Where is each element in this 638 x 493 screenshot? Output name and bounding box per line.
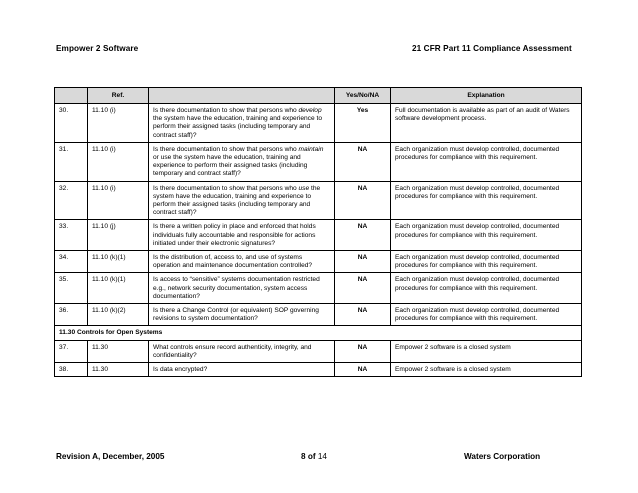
- section-heading: 11.30 Controls for Open Systems: [55, 326, 582, 340]
- row-question: Is there documentation to show that persons who use the system have the education, training and experience to perform their assigned tasks (including temporary and contract staff)?: [149, 181, 335, 220]
- row-number: 37.: [55, 340, 88, 362]
- footer-page-of: of: [307, 452, 316, 461]
- col-header-ref: Ref.: [88, 88, 149, 104]
- row-explanation: Each organization must develop controlled, documented procedures for compliance with this requirement.: [391, 181, 582, 220]
- row-ref: 11.10 (j): [88, 220, 149, 251]
- row-question: Is there a written policy in place and enforced that holds individuals fully accountable and responsible for actions initiated under their electronic signatures?: [149, 220, 335, 251]
- row-number: 32.: [55, 181, 88, 220]
- document-header-title: Empower 2 Software: [56, 44, 139, 53]
- row-number: 34.: [55, 251, 88, 273]
- row-answer: NA: [335, 363, 391, 377]
- document-header-subtitle: 21 CFR Part 11 Compliance Assessment: [412, 44, 572, 53]
- row-answer: Yes: [335, 104, 391, 143]
- row-answer: NA: [335, 273, 391, 304]
- table-row: [55, 220, 582, 251]
- row-question: Is there documentation to show that persons who maintain or use the system have the education, training and experience to perform their assigned tasks (including temporary and contract staff)?: [149, 142, 335, 181]
- row-question: What controls ensure record authenticity, integrity, and confidentiality?: [149, 340, 335, 362]
- table-row: [55, 181, 582, 220]
- row-explanation: Each organization must develop controlled, documented procedures for compliance with this requirement.: [391, 273, 582, 304]
- row-question: Is the distribution of, access to, and use of systems operation and maintenance documentation controlled?: [149, 251, 335, 273]
- row-ref: 11.10 (k)(2): [88, 304, 149, 326]
- row-number: 38.: [55, 363, 88, 377]
- row-answer: NA: [335, 181, 391, 220]
- row-explanation: Full documentation is available as part of an audit of Waters software development process.: [391, 104, 582, 143]
- row-answer: NA: [335, 220, 391, 251]
- row-explanation: Empower 2 software is a closed system: [391, 363, 582, 377]
- row-number: 30.: [55, 104, 88, 143]
- row-question: Is there a Change Control (or equivalent) SOP governing revisions to system documentation?: [149, 304, 335, 326]
- row-number: 31.: [55, 142, 88, 181]
- col-header-question: [149, 88, 335, 104]
- table-row: [55, 251, 582, 273]
- compliance-table: [54, 87, 582, 377]
- row-explanation: Each organization must develop controlled, documented procedures for compliance with this requirement.: [391, 220, 582, 251]
- col-header-num: [55, 88, 88, 104]
- table-row: [55, 104, 582, 143]
- table-row: [55, 142, 582, 181]
- row-explanation: Empower 2 software is a closed system: [391, 340, 582, 362]
- row-answer: NA: [335, 340, 391, 362]
- col-header-yes-no-na: Yes/No/NA: [335, 88, 391, 104]
- row-explanation: Each organization must develop controlled, documented procedures for compliance with this requirement.: [391, 142, 582, 181]
- footer-page-current: 8: [301, 452, 306, 461]
- row-number: 36.: [55, 304, 88, 326]
- row-explanation: Each organization must develop controlled, documented procedures for compliance with this requirement.: [391, 251, 582, 273]
- footer-company: Waters Corporation: [464, 452, 541, 461]
- row-ref: 11.10 (i): [88, 142, 149, 181]
- footer-page-total: 14: [317, 452, 327, 461]
- table-row: [55, 363, 582, 377]
- row-explanation: Each organization must develop controlled, documented procedures for compliance with this requirement.: [391, 304, 582, 326]
- col-header-explanation: Explanation: [391, 88, 582, 104]
- table-header-row: [55, 88, 582, 104]
- section-heading-row: [55, 326, 582, 340]
- row-ref: 11.10 (i): [88, 181, 149, 220]
- table-row: [55, 340, 582, 362]
- row-answer: NA: [335, 251, 391, 273]
- row-ref: 11.10 (k)(1): [88, 251, 149, 273]
- footer-page-number: [301, 452, 327, 461]
- row-question: Is data encrypted?: [149, 363, 335, 377]
- row-question: Is access to “sensitive” systems documentation restricted e.g., network security documentation, system access documentation?: [149, 273, 335, 304]
- row-answer: NA: [335, 304, 391, 326]
- row-number: 35.: [55, 273, 88, 304]
- table-row: [55, 273, 582, 304]
- row-number: 33.: [55, 220, 88, 251]
- row-ref: 11.10 (i): [88, 104, 149, 143]
- table-row: [55, 304, 582, 326]
- row-ref: 11.10 (k)(1): [88, 273, 149, 304]
- row-question: Is there documentation to show that persons who develop the system have the education, training and experience to perform their assigned tasks (including temporary and contract staff)?: [149, 104, 335, 143]
- row-ref: 11.30: [88, 363, 149, 377]
- row-answer: NA: [335, 142, 391, 181]
- row-ref: 11.30: [88, 340, 149, 362]
- footer-revision: Revision A, December, 2005: [56, 452, 165, 461]
